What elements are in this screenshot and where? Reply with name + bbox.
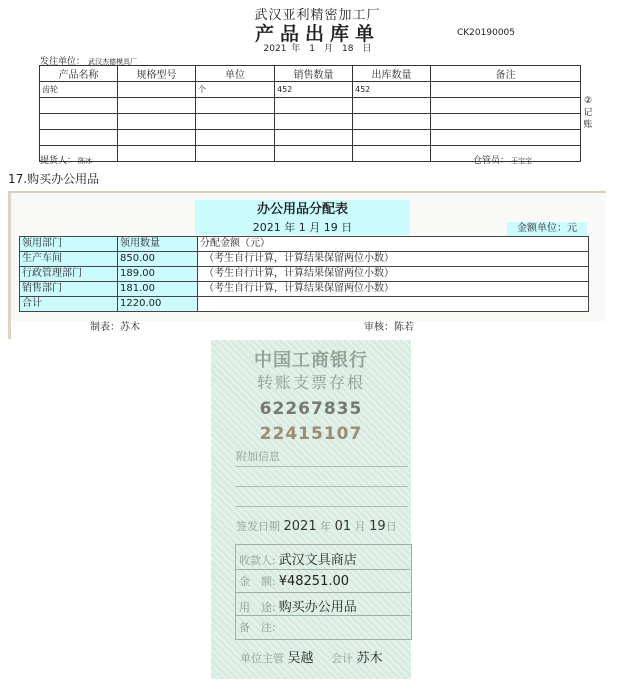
table-cell: 452: [275, 82, 353, 98]
picker-label: 提货人：: [40, 156, 77, 166]
extra-info-line: [236, 506, 408, 507]
accountant-value: 苏木: [356, 651, 383, 666]
reviewed-by: 审核：陈若: [364, 322, 414, 333]
purpose-label: 用 途:: [239, 601, 276, 614]
extra-info-line: [236, 466, 408, 467]
table-cell: [431, 82, 581, 98]
copy-label-char: 记: [583, 108, 593, 118]
supervisor-label: 单位主管: [240, 652, 284, 665]
table-cell: 个: [196, 82, 275, 98]
table-cell: [353, 146, 431, 162]
total-quantity-cell: 1220.00: [118, 297, 198, 312]
table-cell: [40, 98, 118, 114]
issue-year: 2021: [283, 519, 317, 534]
table-cell: [118, 114, 196, 130]
department-cell: 行政管理部门: [20, 267, 118, 282]
table-cell: [196, 114, 275, 130]
table-cell: [275, 98, 353, 114]
department-cell: 生产车间: [20, 252, 118, 267]
accountant-label: 会计: [331, 652, 354, 665]
day-unit: 日: [385, 520, 397, 533]
prepared-by: 制表：苏木: [90, 322, 140, 333]
table-cell: [275, 146, 353, 162]
table-cell: [431, 98, 581, 114]
table-cell: 齿轮: [40, 82, 118, 98]
amount-row: [239, 573, 349, 589]
payee-value: 武汉文具商店: [278, 553, 357, 568]
amount-unit: 金额单位：元: [507, 222, 587, 236]
purpose-value: 购买办公用品: [278, 600, 357, 615]
table-cell: [353, 98, 431, 114]
purpose-row: [239, 596, 357, 615]
table-cell: [275, 114, 353, 130]
row-divider: [235, 615, 410, 616]
table-cell: [118, 98, 196, 114]
remark-label: 备 注:: [239, 621, 276, 634]
allocation-table: [19, 236, 589, 312]
column-header: 销售数量: [275, 66, 353, 82]
issue-date: [236, 518, 397, 534]
table-cell: 452: [353, 82, 431, 98]
delivery-table: [39, 65, 581, 162]
allocation-date: 2021 年 1 月 19 日: [195, 220, 410, 235]
issue-day: 19: [369, 519, 386, 534]
extra-info-label: 附加信息: [236, 450, 280, 463]
payee-label: 收款人:: [239, 554, 276, 567]
total-label-cell: 合计: [20, 297, 118, 312]
picker: [40, 153, 92, 166]
table-cell: [196, 146, 275, 162]
document-number: CK20190005: [457, 28, 515, 38]
table-cell: [40, 114, 118, 130]
table-header-row: [20, 237, 589, 252]
table-row: [20, 282, 589, 297]
row-divider: [235, 592, 410, 593]
document-title: 产品出库单: [254, 23, 380, 45]
table-cell: [40, 130, 118, 146]
table-cell: [196, 98, 275, 114]
year-unit: 年: [320, 520, 332, 533]
bank-name: 中国工商银行: [254, 350, 368, 371]
table-row: [20, 267, 589, 282]
quantity-cell: 189.00: [118, 267, 198, 282]
month-unit: 月: [354, 520, 366, 533]
row-divider: [235, 569, 410, 570]
column-header: 规格型号: [118, 66, 196, 82]
table-cell: [353, 114, 431, 130]
copy-number: ②: [583, 96, 593, 106]
column-header: 领用数量: [118, 237, 198, 252]
supervisor-value: 吴越: [287, 651, 314, 666]
copy-label-char: 账: [583, 120, 593, 130]
section-title: 17.购买办公用品: [8, 172, 100, 186]
issue-month: 01: [334, 519, 352, 534]
table-cell: [118, 82, 196, 98]
table-row: [40, 98, 581, 114]
table-cell: [353, 130, 431, 146]
column-header: 领用部门: [20, 237, 118, 252]
column-header: 产品名称: [40, 66, 118, 82]
column-header: 出库数量: [353, 66, 431, 82]
amount-cell[interactable]: （考生自行计算，计算结果保留两位小数）: [198, 252, 589, 267]
company-name: 武汉亚利精密加工厂: [254, 8, 381, 23]
quantity-cell: 181.00: [118, 282, 198, 297]
copy-note: [582, 95, 594, 131]
column-header: 分配金额（元）: [198, 237, 589, 252]
warehouse-keeper: [473, 153, 532, 166]
table-row: [40, 82, 581, 98]
keeper-label: 仓管员：: [473, 156, 510, 166]
table-row: [20, 297, 589, 312]
table-row: [40, 130, 581, 146]
table-cell: [118, 146, 196, 162]
table-cell: [431, 130, 581, 146]
table-cell: [118, 130, 196, 146]
remark-row: [239, 619, 276, 635]
total-amount-cell[interactable]: [198, 297, 589, 312]
cheque-number: 62267835: [259, 399, 363, 419]
table-header-row: [40, 66, 581, 82]
signatures: [240, 647, 383, 666]
table-row: [20, 252, 589, 267]
picker-value: 陈冰: [78, 157, 93, 165]
keeper-value: 王宝宝: [511, 157, 533, 165]
column-header: 单位: [196, 66, 275, 82]
issuer-value: 武汉杰德模具厂: [88, 58, 138, 66]
amount-cell[interactable]: （考生自行计算，计算结果保留两位小数）: [198, 267, 589, 282]
quantity-cell: 850.00: [118, 252, 198, 267]
extra-info-line: [236, 486, 408, 487]
sheet-border: [8, 191, 11, 339]
amount-value: ¥48251.00: [278, 574, 350, 589]
column-header: 备注: [431, 66, 581, 82]
table-cell: [275, 130, 353, 146]
amount-label: 金 额:: [239, 575, 276, 588]
issuer-label: 发往单位：: [40, 57, 86, 67]
table-cell: [196, 130, 275, 146]
allocation-title: 办公用品分配表: [195, 200, 410, 220]
cheque-serial: 22415107: [259, 424, 363, 444]
issue-date-label: 签发日期: [236, 520, 280, 533]
payee-row: [239, 549, 357, 568]
table-cell: [431, 114, 581, 130]
amount-cell[interactable]: （考生自行计算，计算结果保留两位小数）: [198, 282, 589, 297]
department-cell: 销售部门: [20, 282, 118, 297]
table-row: [40, 114, 581, 130]
document-date: 2021 年 1 月 18 日: [263, 44, 372, 54]
stub-title: 转账支票存根: [256, 373, 365, 392]
